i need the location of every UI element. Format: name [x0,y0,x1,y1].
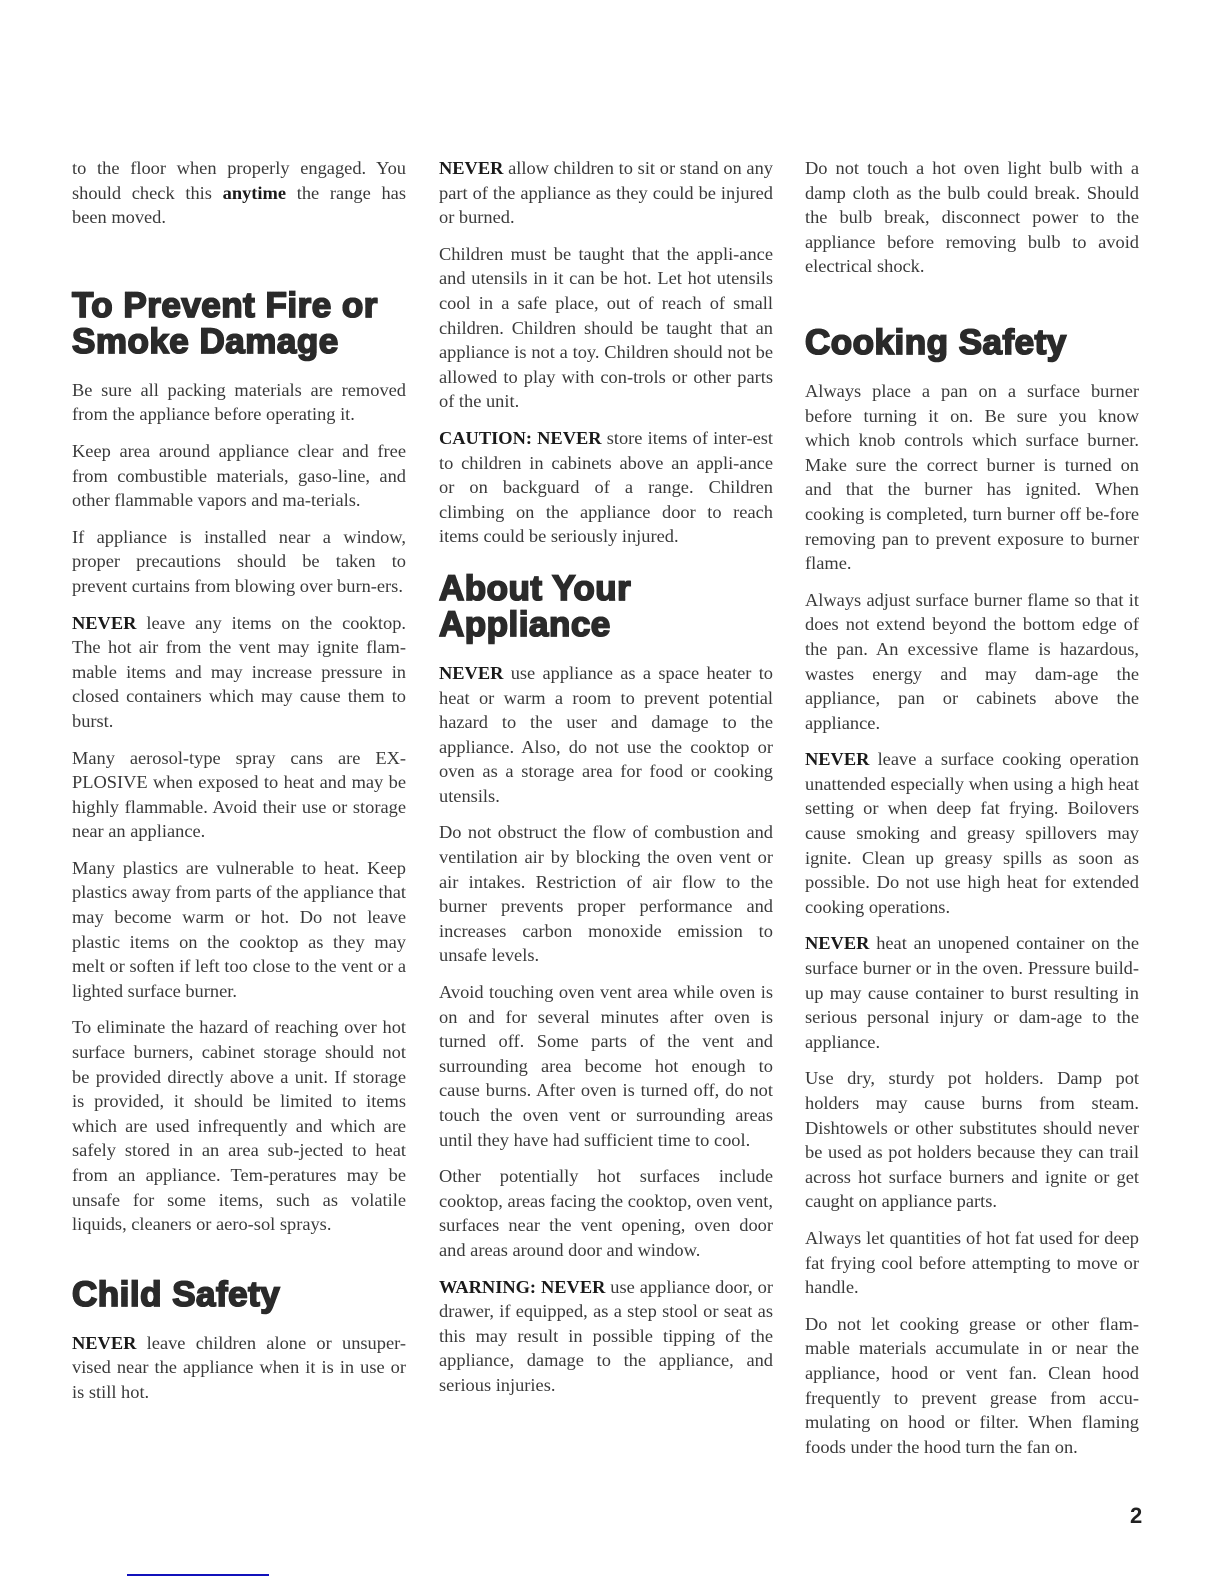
paragraph-text: Be sure all packing materials are removed from the appliance before operating it. [72,379,406,425]
paragraph [439,1164,773,1262]
paragraph [72,746,406,844]
fire-section [72,378,406,1237]
paragraph-text: Use dry, sturdy pot holders. Damp pot holders may cause burns from steam. Dishtowels or other substitutes should never be used as pot holders because they can trail across hot surface burners and ignite or get caught on appliance parts. [805,1068,1139,1212]
paragraph-text: Many plastics are vulnerable to heat. Keep plastics away from parts of the appliance that may become warm or hot. Do not leave plastic items on the cooktop as they may melt or soften if left too close to the vent or a lighted surface burner. [72,857,406,1001]
paragraph-text: Always place a pan on a surface burner before turning it on. Be sure you know which knob controls which surface burner. Make sure the correct burner is turned on and that the burner has ignited. When cooking is completed, turn burner off be-fore removing pan to prevent exposure to burner flame. [805,380,1139,574]
column-3 [805,156,1139,1471]
paragraph-text: allow children to sit or stand on any part of the appliance as they could be injured or burned. [439,158,773,228]
emphasis-label: CAUTION: NEVER [439,427,602,448]
paragraph-text: Do not touch a hot oven light bulb with a damp cloth as the bulb could break. Should the bulb break, disconnect power to the appliance before removing bulb to avoid electrical shock. [805,158,1139,277]
emphasis-label: NEVER [72,612,137,633]
paragraph [72,439,406,513]
paragraph [805,156,1139,279]
paragraph [439,820,773,968]
paragraph [439,156,773,230]
paragraph [805,747,1139,919]
paragraph [439,980,773,1152]
paragraph [805,931,1139,1054]
intro-paragraph: to the floor when properly engaged. You should check this anytime the range has been moved. [72,158,406,228]
oven-bulb-section [805,156,1139,279]
emphasis-label: NEVER [439,158,504,178]
paragraph-text: Avoid touching oven vent area while oven is on and for several minutes after oven is turned off. Some parts of the vent and surrounding area become hot enough to cause burns. After oven is turned off, do not touch the oven vent or surrounding areas until they have had sufficient time to cool. [439,982,773,1150]
child-section-part1 [72,1331,406,1405]
paragraph [805,379,1139,576]
paragraph-text: Always let quantities of hot fat used for deep fat frying cool before attempting to move or handle. [805,1227,1139,1298]
paragraph-text: use appliance as a space heater to heat or warm a room to prevent potential hazard to the user and damage to the appliance. Also, do not use the cooktop or oven as a storage area for food or cooking utensils. [439,662,773,806]
paragraph-text: leave any items on the cooktop. The hot air from the vent may ignite flam-mable items and may increase pressure in closed containers which may cause them to burst. [72,612,406,731]
paragraph [805,1312,1139,1460]
paragraph-text: heat an unopened container on the surface burner or in the oven. Pressure build-up may cause container to burst resulting in serious personal injury or dam-age to the appliance. [805,933,1139,1052]
paragraph [72,611,406,734]
emphasis-anytime: anytime [222,182,287,203]
column-2 [439,156,773,1410]
emphasis-label: WARNING: NEVER [439,1276,606,1297]
column-1 [72,156,406,1417]
page-number: 2 [1130,1503,1143,1528]
paragraph-text: Many aerosol-type spray cans are EX-PLOSIVE when exposed to heat and may be highly flammable. Avoid their use or storage near an appliance. [72,747,406,842]
cooking-section [805,379,1139,1459]
emphasis-label: NEVER [439,662,504,683]
paragraph-text: If appliance is installed near a window, proper precautions should be taken to prevent curtains from blowing over burn-ers. [72,526,406,596]
paragraph-text: Do not let cooking grease or other flam-mable materials accumulate in or near the appliance, hood or vent fan. Clean hood frequently to prevent grease from accu-mulating on hood or filter. When flaming foods under the hood turn the fan on. [805,1313,1139,1457]
paragraph [805,1066,1139,1214]
heading-about-appliance: About Your Appliance [439,571,773,643]
paragraph [72,525,406,599]
paragraph [439,426,773,549]
paragraph-text: Do not obstruct the flow of combustion and ventilation air by blocking the oven vent or air intakes. Restriction of air flow to the burner prevents proper performance and increases carbon monoxide emission to unsafe levels. [439,822,773,966]
footer-rule [127,1574,269,1576]
paragraph [72,1331,406,1405]
paragraph-text: Children must be taught that the appli-ance and utensils in it can be hot. Let hot utensils cool in a safe place, out of reach of small children. Children should be taught that an appliance is not a toy. Children should not be allowed to play with con-trols or other parts of the unit. [439,243,773,412]
paragraph-text: leave a surface cooking operation unattended especially when using a high heat setting or when deep fat frying. Boilovers cause smoking and greasy spillovers may ignite. Clean up greasy spills as soon as possible. Do not use high heat for extended cooking operations. [805,749,1139,917]
paragraph-text: store items of inter-est to children in cabinets above an appli-ance or on backguard of a range. Children climbing on the appliance door to reach items could be seriously injured. [439,427,773,547]
paragraph [805,1226,1139,1300]
paragraph [439,661,773,809]
paragraph [72,856,406,1004]
about-section [439,661,773,1398]
paragraph [439,242,773,414]
paragraph [805,588,1139,736]
paragraph-text: To eliminate the hazard of reaching over hot surface burners, cabinet storage should not be provided directly above a unit. If storage is provided, it should be limited to items which are used infrequently and which are safely stored in an area sub-jected to heat from an appliance. Tem-peratures may be unsafe for some items, such as volatile liquids, cleaners or aero-sol sprays. [72,1017,406,1235]
emphasis-label: NEVER [72,1332,137,1353]
paragraph-text: leave children alone or unsuper-vised near the appliance when it is in use or is still hot. [72,1332,406,1402]
paragraph-text: Keep area around appliance clear and free from combustible materials, gaso-line, and other flammable vapors and ma-terials. [72,440,406,511]
paragraph [439,1275,773,1398]
paragraph [72,378,406,427]
heading-prevent-fire: To Prevent Fire or Smoke Damage [72,288,406,360]
paragraph-text: Always adjust surface burner flame so that it does not extend beyond the bottom edge of the pan. An excessive flame is hazardous, wastes energy and may dam-age the appliance, pan or cabinets above the appliance. [805,589,1139,733]
child-section-part2 [439,156,773,549]
paragraph-text: Other potentially hot surfaces include cooktop, areas facing the cooktop, oven vent, surfaces near the vent opening, oven door and areas around door and window. [439,1166,773,1260]
emphasis-label: NEVER [805,933,870,954]
heading-child-safety: Child Safety [72,1277,406,1313]
heading-cooking-safety: Cooking Safety [805,325,1139,361]
emphasis-label: NEVER [805,749,870,770]
paragraph [72,1015,406,1236]
paragraph-text: use appliance door, or drawer, if equipped, as a step stool or seat as this may result in possible tipping of the appliance, damage to the appliance, and serious injuries. [439,1276,773,1395]
